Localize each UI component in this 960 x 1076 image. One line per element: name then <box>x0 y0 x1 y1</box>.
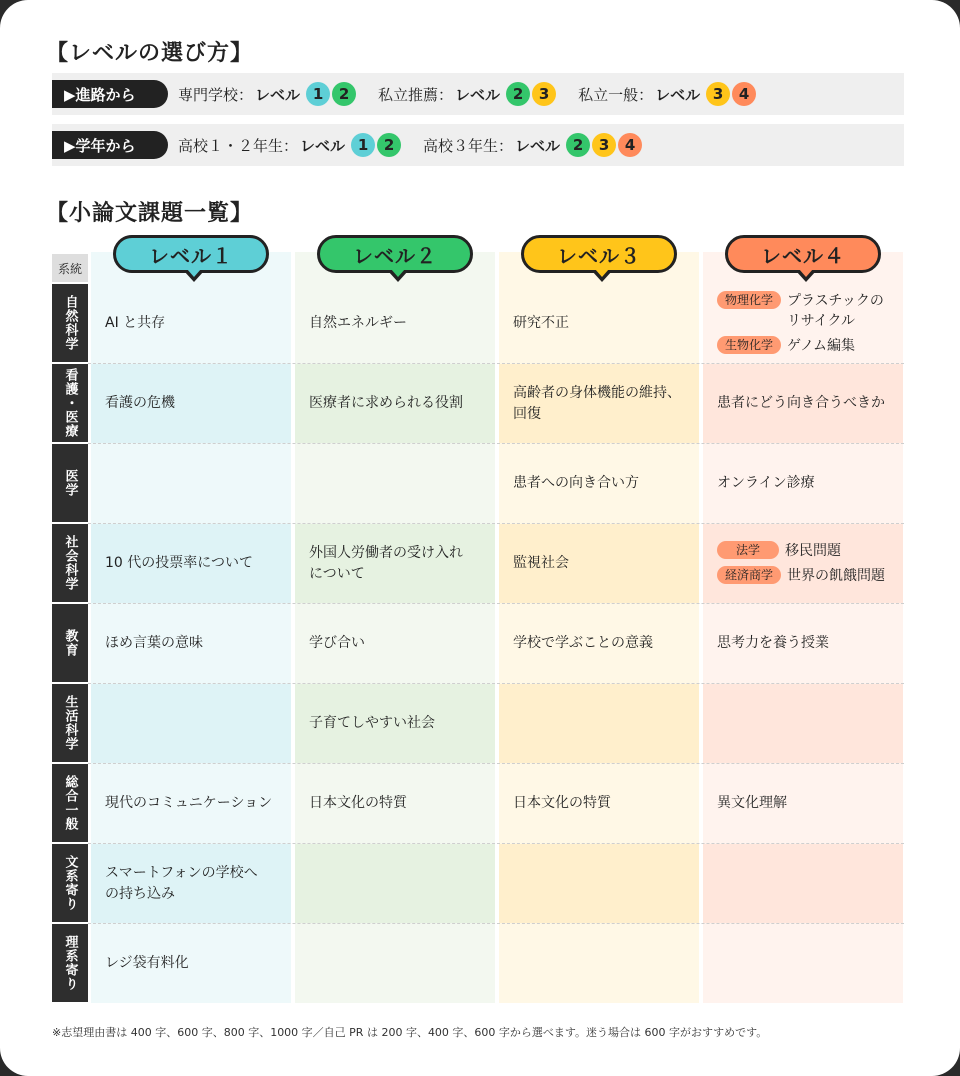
topic-text: 世界の飢餓問題 <box>787 567 886 584</box>
topic-text: ゲノム編集 <box>787 337 856 354</box>
topic-cell <box>295 284 495 363</box>
route-item-name: 高校３年生： <box>423 136 514 155</box>
route-item-name: 高校１・２年生： <box>178 136 299 155</box>
row-separator <box>88 923 904 924</box>
level-circle-2: 2 <box>566 133 590 157</box>
route-item <box>178 82 358 106</box>
category-cell: 社会科学 <box>52 524 88 602</box>
topic-text: 異文化理解 <box>717 795 787 812</box>
topic-cell <box>499 844 699 923</box>
level-circle-2: 2 <box>506 82 530 106</box>
level-circle-1: 1 <box>306 82 330 106</box>
topic-text: AI と共存 <box>105 315 166 332</box>
topic-cell <box>295 364 495 443</box>
level-circle-3: 3 <box>592 133 616 157</box>
level-circle-1: 1 <box>351 133 375 157</box>
category-header: 系統 <box>52 254 88 282</box>
route-item-name: 私立一般： <box>578 85 654 104</box>
topic-cell <box>91 844 291 923</box>
badge-pointer-fill <box>799 269 813 277</box>
category-cell: 総合一般 <box>52 764 88 842</box>
topic-cell <box>91 604 291 683</box>
topic-text: プラスチックの リサイクル <box>787 293 884 330</box>
row-separator <box>88 523 904 524</box>
topic-cell <box>499 764 699 843</box>
level-circle-2: 2 <box>377 133 401 157</box>
topic-text: ほめ言葉の意味 <box>105 635 203 652</box>
subject-tag: 生物化学 <box>717 336 781 354</box>
topic-text: 看護の危機 <box>105 395 175 412</box>
topic-text: 医療者に求められる役割 <box>309 395 463 412</box>
topic-text: 移民問題 <box>785 543 841 560</box>
topic-cell <box>499 924 699 1003</box>
level-circle-3: 3 <box>532 82 556 106</box>
category-cell: 医学 <box>52 444 88 522</box>
category-cell: 生活科学 <box>52 684 88 762</box>
topic-cell <box>295 764 495 843</box>
footnote: ※志望理由書は 400 字、600 字、800 字、1000 字／自己 PR は 200 字、400 字、600 字から選べます。迷う場合は 600 字がおすすめです。 <box>52 1026 768 1039</box>
route-item-name: 私立推薦： <box>378 85 454 104</box>
level-header-label: レベル４ <box>761 243 845 268</box>
level-header-1 <box>113 235 269 273</box>
topic-cell <box>295 604 495 683</box>
topic-cell <box>91 764 291 843</box>
topic-text: レジ袋有料化 <box>105 955 189 972</box>
topic-text: 学び合い <box>309 635 365 652</box>
topic-text: 日本文化の特質 <box>513 795 611 812</box>
badge-pointer-fill <box>595 269 609 277</box>
topic-cell <box>91 364 291 443</box>
category-cell: 自然科学 <box>52 284 88 362</box>
level-header-label: レベル１ <box>149 243 233 268</box>
level-header-2 <box>317 235 473 273</box>
route-row <box>52 73 904 115</box>
row-separator <box>88 843 904 844</box>
subject-tag: 法学 <box>717 541 779 559</box>
topic-cell <box>703 364 903 443</box>
topic-text: 日本文化の特質 <box>309 795 407 812</box>
topic-text: オンライン診療 <box>717 475 815 492</box>
level-header-4 <box>725 235 881 273</box>
tagged-topic <box>717 541 893 561</box>
category-cell: 教育 <box>52 604 88 682</box>
topic-cell <box>499 684 699 763</box>
topic-cell <box>499 284 699 363</box>
level-header-label: レベル２ <box>353 243 437 268</box>
badge-pointer-fill <box>187 269 201 277</box>
topic-cell <box>703 924 903 1003</box>
row-separator <box>88 683 904 684</box>
levels-heading: 【レベルの選び方】 <box>46 41 254 66</box>
route-item-level-word: レベル <box>655 85 701 104</box>
topic-text: 外国人労働者の受け入れ について <box>309 545 463 582</box>
category-cell: 看護・医療 <box>52 364 88 442</box>
level-circle-3: 3 <box>706 82 730 106</box>
route-item-level-word: レベル <box>515 136 561 155</box>
level-header-label: レベル３ <box>557 243 641 268</box>
subject-tag: 経済商学 <box>717 566 781 584</box>
topic-text: 子育てしやすい社会 <box>309 715 435 732</box>
topic-cell <box>703 524 903 603</box>
topic-cell <box>499 604 699 683</box>
topic-cell <box>703 604 903 683</box>
row-separator <box>88 363 904 364</box>
level-circle-4: 4 <box>618 133 642 157</box>
category-cell: 理系寄り <box>52 924 88 1002</box>
route-item <box>378 82 558 106</box>
tagged-topic <box>717 291 893 332</box>
route-row <box>52 124 904 166</box>
topic-cell <box>499 524 699 603</box>
topic-cell <box>91 444 291 523</box>
subject-tag: 物理化学 <box>717 291 781 309</box>
route-item <box>578 82 758 106</box>
topic-text: 高齢者の身体機能の維持、 回復 <box>513 385 681 422</box>
badge-pointer-fill <box>391 269 405 277</box>
topic-cell <box>91 684 291 763</box>
topic-cell <box>91 284 291 363</box>
level-circle-4: 4 <box>732 82 756 106</box>
topic-text: 患者への向き合い方 <box>513 475 639 492</box>
topic-cell <box>703 684 903 763</box>
route-item-level-word: レベル <box>455 85 501 104</box>
route-label: ▶学年から <box>52 131 168 159</box>
topic-cell <box>295 844 495 923</box>
topic-cell <box>91 924 291 1003</box>
topic-cell <box>703 284 903 363</box>
topic-text: 10 代の投票率について <box>105 555 253 572</box>
row-separator <box>88 443 904 444</box>
topic-text: 現代のコミュニケーション <box>105 795 273 812</box>
topic-text: 自然エネルギー <box>309 315 407 332</box>
tagged-topic <box>717 336 893 356</box>
route-item-name: 専門学校： <box>178 85 254 104</box>
table-heading: 【小論文課題一覧】 <box>46 201 254 226</box>
topic-text: 患者にどう向き合うべきか <box>717 395 885 412</box>
row-separator <box>88 763 904 764</box>
topic-cell <box>703 444 903 523</box>
route-item-level-word: レベル <box>255 85 301 104</box>
topic-cell <box>499 364 699 443</box>
category-cell: 文系寄り <box>52 844 88 922</box>
topic-cell <box>703 844 903 923</box>
topic-cell <box>91 524 291 603</box>
topic-text: スマートフォンの学校へ の持ち込み <box>105 865 258 902</box>
topic-cell <box>295 444 495 523</box>
route-item-level-word: レベル <box>300 136 346 155</box>
level-header-3 <box>521 235 677 273</box>
topic-text: 研究不正 <box>513 315 569 332</box>
tagged-topic <box>717 566 893 586</box>
topic-text: 思考力を養う授業 <box>717 635 829 652</box>
level-circle-2: 2 <box>332 82 356 106</box>
topic-cell <box>295 924 495 1003</box>
row-separator <box>88 603 904 604</box>
route-item <box>423 133 644 157</box>
topic-cell <box>703 764 903 843</box>
route-item <box>178 133 403 157</box>
topic-cell <box>295 684 495 763</box>
route-label: ▶進路から <box>52 80 168 108</box>
topic-text: 監視社会 <box>513 555 569 572</box>
topic-text: 学校で学ぶことの意義 <box>513 635 653 652</box>
topic-cell <box>295 524 495 603</box>
topic-cell <box>499 444 699 523</box>
